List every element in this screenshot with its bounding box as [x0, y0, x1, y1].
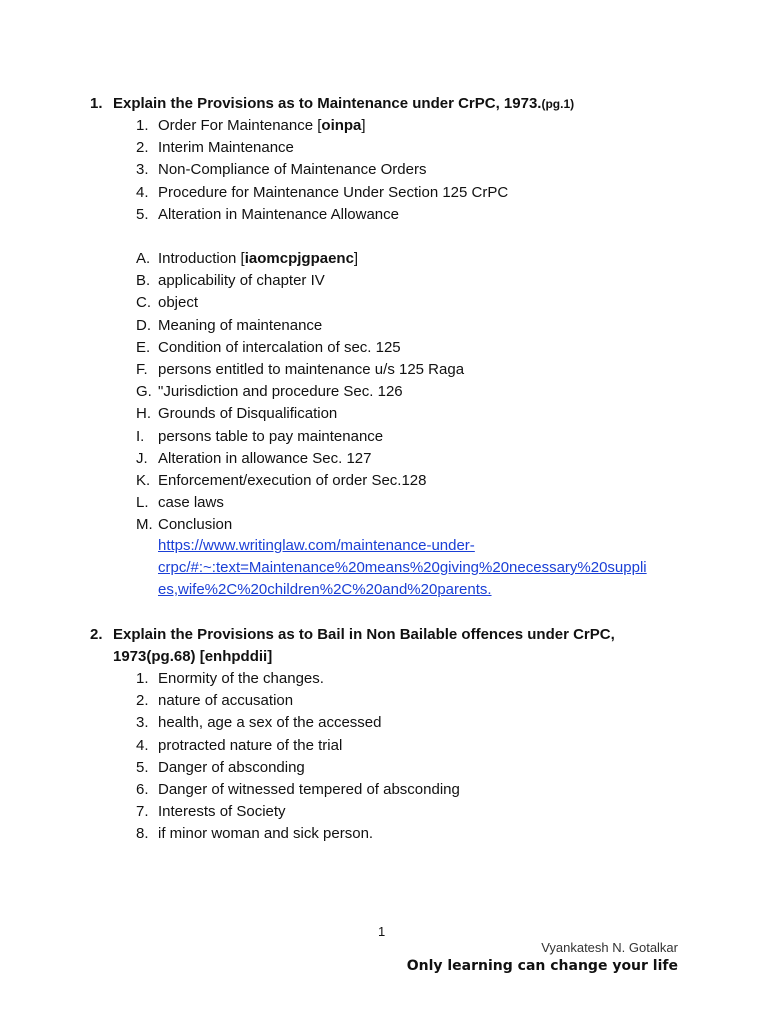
- bracket-close: ]: [353, 250, 359, 267]
- list-marker: 5.: [136, 758, 149, 776]
- list-marker: E.: [136, 338, 151, 356]
- list-item-text: Condition of intercalation of sec. 125: [158, 338, 401, 356]
- list-item-text: Alteration in allowance Sec. 127: [158, 449, 372, 467]
- list-item-text: Interests of Society: [158, 803, 286, 821]
- list-marker: G.: [136, 383, 152, 401]
- list-item-text: Conclusion: [158, 516, 233, 534]
- list-item-text: Introduction [: [158, 250, 245, 267]
- list-item: [136, 492, 224, 514]
- question-number: 1.: [90, 95, 103, 112]
- list-item-text: Alteration in Maintenance Allowance: [158, 205, 399, 223]
- reference-link[interactable]: [158, 535, 680, 601]
- list-marker: 4.: [136, 736, 149, 754]
- question-1-heading: [90, 93, 678, 115]
- list-item: [136, 315, 322, 337]
- list-item: [136, 801, 286, 823]
- list-marker: J.: [136, 449, 148, 467]
- list-marker: B.: [136, 272, 151, 290]
- list-marker: 2.: [136, 139, 149, 157]
- list-marker: D.: [136, 316, 151, 334]
- list-marker: 3.: [136, 714, 149, 732]
- list-item-text: Order For Maintenance [: [158, 117, 322, 134]
- page-number: 1: [378, 924, 386, 939]
- page-reference: (pg.1): [541, 97, 575, 111]
- list-marker: 5.: [136, 205, 149, 223]
- mnemonic: iaomcpjgpaenc: [244, 250, 354, 267]
- list-marker: C.: [136, 294, 151, 312]
- list-marker: 1.: [136, 117, 149, 134]
- list-item-text: Enforcement/execution of order Sec.128: [158, 472, 427, 489]
- list-item-text: Danger of witnessed tempered of absconding: [158, 781, 460, 798]
- list-item-text: if minor woman and sick person.: [158, 825, 374, 843]
- list-item-text: case laws: [158, 494, 224, 512]
- list-item: [136, 448, 371, 470]
- list-item: [136, 159, 426, 181]
- list-item: [136, 823, 373, 845]
- question-title: Explain the Provisions as to Maintenance under CrPC, 1973.: [113, 95, 542, 112]
- list-item: [136, 182, 508, 204]
- question-2-heading: [90, 624, 678, 668]
- list-item-text: Enormity of the changes.: [158, 670, 324, 687]
- list-item: [136, 779, 460, 801]
- list-item: [136, 514, 232, 536]
- list-item: [136, 248, 358, 270]
- list-item: [136, 337, 401, 359]
- list-marker: 3.: [136, 161, 149, 179]
- list-item-text: Procedure for Maintenance Under Section 125 CrPC: [158, 183, 509, 201]
- list-item: [136, 668, 324, 690]
- question-title-line-1: Explain the Provisions as to Bail in Non Bailable offences under CrPC,: [113, 626, 615, 643]
- list-item-text: Meaning of maintenance: [158, 316, 323, 334]
- list-marker: F.: [136, 361, 148, 378]
- question-title-line-2: 1973(pg.68) [enhpddii]: [113, 648, 273, 665]
- list-item-text: Interim Maintenance: [158, 139, 294, 157]
- author-name: Vyankatesh N. Gotalkar: [541, 940, 678, 955]
- list-marker: I.: [136, 427, 145, 445]
- list-item: [136, 270, 325, 292]
- list-item-text: Danger of absconding: [158, 758, 305, 776]
- list-item-text: "Jurisdiction and procedure Sec. 126: [158, 383, 403, 401]
- list-item-text: Non-Compliance of Maintenance Orders: [158, 161, 427, 179]
- list-item-text: object: [158, 294, 199, 312]
- reference-link-line[interactable]: https://www.writinglaw.com/maintenance-under-: [158, 537, 475, 554]
- list-item: [136, 115, 366, 137]
- list-marker: H.: [136, 405, 151, 423]
- reference-link-line[interactable]: es,wife%2C%20children%2C%20and%20parents.: [158, 581, 492, 598]
- list-item-text: protracted nature of the trial: [158, 736, 343, 754]
- list-marker: M.: [136, 516, 153, 534]
- list-item: [136, 292, 198, 314]
- list-item-text: persons entitled to maintenance u/s 125 Raga: [158, 361, 465, 378]
- reference-link-line[interactable]: crpc/#:~:text=Maintenance%20means%20giving%20necessary%20suppli: [158, 559, 647, 576]
- list-marker: 8.: [136, 825, 149, 843]
- list-item: [136, 757, 305, 779]
- list-item: [136, 712, 381, 734]
- list-marker: 2.: [136, 692, 149, 710]
- list-marker: 7.: [136, 803, 149, 821]
- list-item: [136, 137, 294, 159]
- list-marker: 6.: [136, 781, 149, 798]
- list-item: [136, 470, 427, 492]
- list-item-text: persons table to pay maintenance: [158, 427, 384, 445]
- list-item-text: health, age a sex of the accessed: [158, 714, 382, 732]
- footer-motto: Only learning can change your life: [406, 958, 678, 974]
- list-item: [136, 359, 464, 381]
- list-item: [136, 426, 383, 448]
- bracket-close: ]: [361, 117, 366, 134]
- mnemonic: oinpa: [321, 117, 362, 134]
- list-item-text: nature of accusation: [158, 692, 294, 710]
- list-item: [136, 403, 337, 425]
- list-item: [136, 381, 403, 403]
- list-item: [136, 690, 293, 712]
- list-marker: K.: [136, 472, 151, 489]
- list-marker: 4.: [136, 183, 149, 201]
- list-item: [136, 735, 342, 757]
- list-marker: L.: [136, 494, 149, 512]
- list-item-text: applicability of chapter IV: [158, 272, 325, 290]
- list-item: [136, 204, 399, 226]
- list-marker: A.: [136, 250, 151, 267]
- list-marker: 1.: [136, 670, 149, 687]
- list-item-text: Grounds of Disqualification: [158, 405, 338, 423]
- question-number: 2.: [90, 626, 103, 643]
